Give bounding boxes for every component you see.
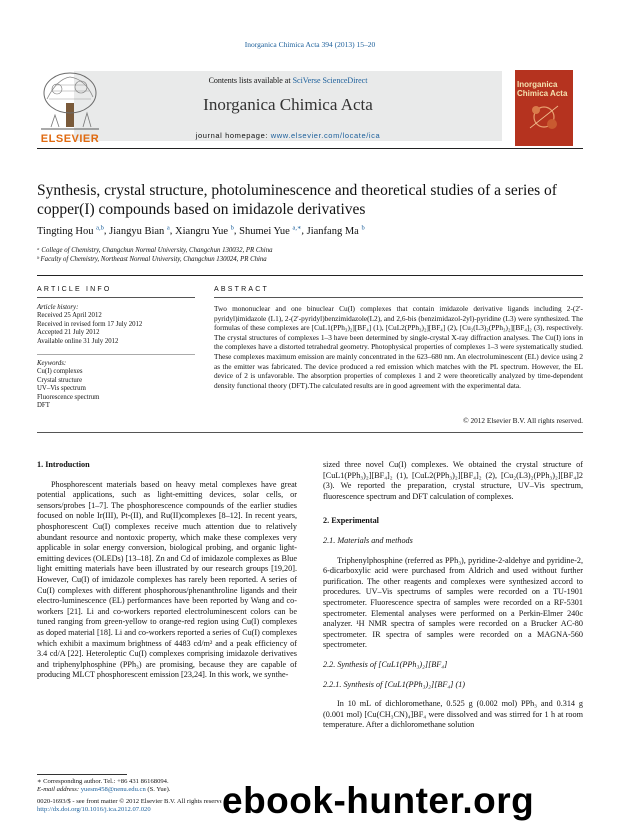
author: Jianfang Ma $^b$ bbox=[306, 224, 365, 237]
introduction-heading: 1. Introduction bbox=[37, 460, 90, 469]
synthesis-heading: 2.2. Synthesis of [CuL1(PPh₃)₂][BF₄] bbox=[323, 659, 448, 669]
cover-title: Inorganica Chimica Acta bbox=[517, 80, 568, 98]
abstract-rule bbox=[214, 297, 583, 298]
watermark-text: ebook-hunter.org bbox=[222, 780, 535, 821]
corresponding-author: ∗ Corresponding author. Tel.: +86 431 86168094. bbox=[37, 778, 169, 785]
history-label: Article history: bbox=[37, 304, 79, 311]
experimental-heading: 2. Experimental bbox=[323, 516, 379, 526]
journal-reference[interactable]: Inorganica Chimica Acta 394 (2013) 15–20 bbox=[244, 40, 376, 49]
homepage-link[interactable]: www.elsevier.com/locate/ica bbox=[270, 131, 381, 140]
body-column-left bbox=[37, 460, 297, 681]
keyword: Cu(I) complexes bbox=[37, 368, 83, 376]
affiliation-a: ᵃ College of Chemistry, Changchun Normal University, Changchun 130032, PR China bbox=[37, 247, 273, 254]
accepted-date: Accepted 21 July 2012 bbox=[37, 329, 100, 337]
section-divider bbox=[37, 275, 583, 276]
synthesis-paragraph: In 10 mL of dichloromethane, 0.525 g (0.002 mol) PPh₃ and 0.314 g (0.001 mol) [Cu(CH₃CN)₄]BF₄ were dissolved and was stirred for 1 h at room temperature. After a dichloromethane solution bbox=[323, 699, 583, 730]
contents-available-line bbox=[74, 76, 502, 85]
keywords-label: Keywords: bbox=[37, 360, 67, 367]
article-info-heading: ARTICLE INFO bbox=[37, 286, 112, 293]
keyword: DFT bbox=[37, 402, 50, 410]
elsevier-wordmark: ELSEVIER bbox=[40, 133, 100, 145]
keyword: Crystal structure bbox=[37, 376, 83, 384]
author: Jiangyu Bian $^a$ bbox=[109, 224, 170, 237]
keyword: UV–Vis spectrum bbox=[37, 385, 86, 393]
keywords-block bbox=[37, 360, 195, 410]
body-column-right bbox=[323, 460, 583, 731]
author: Xiangru Yue $^b$ bbox=[175, 224, 234, 237]
keywords-rule bbox=[37, 354, 195, 355]
received-date: Received 25 April 2012 bbox=[37, 312, 102, 320]
abstract-bottom-rule bbox=[37, 432, 583, 433]
author: Tingting Hou $^{a,b}$ bbox=[37, 224, 104, 237]
keyword: Fluorescence spectrum bbox=[37, 393, 100, 401]
abstract-copyright: © 2012 Elsevier B.V. All rights reserved. bbox=[463, 416, 583, 425]
abstract-text: Two mononuclear and one binuclear Cu(I) complexes that contain imidazole derivative ligands including 2-(2′-pyridyl)imidazole (L1), 2-(2′-pyridyl)benzimidazole(L2), and 2,6-bis (benzimidazol-2yl)-pyridine (L3) were synthesized. The formulas of these complexes are [CuL1(PPh₃)₂][BF₄] (1), [CuL2(PPh₃)₂][BF₄] (2), [Cu₂(L3)₂(PPh₃)₂][BF₄]₂ (3), respectively. The crystal structures of complexes 1–3 have been determined by single-crystal X-ray diffraction analyses. The Cu(I) ions in the complexes have a distorted tetrahedral geometry. Photophysical properties of complexes 1–3 were systematically studied. These complexes maximum emission are mainly concentrated in the 623–680 nm. An electroluminescent (EL) device using 2 as the emitter was fabricated. The device produced a red emission which matches with the PL spectrum. However, the EL device of 2 is unfavorable. The absorption properties of complexes 1 and 2 were theoretically analyzed by time-dependent density functional theory (DFT).The calculated results are in good agreement with the experimental data. bbox=[214, 304, 583, 390]
article-title: Synthesis, crystal structure, photoluminescence and theoretical studies of a series of copper(I) compounds based on imidazole derivatives bbox=[37, 182, 557, 218]
affiliation-b: ᵇ Faculty of Chemistry, Northeast Normal University, Changchun 130024, PR China bbox=[37, 256, 267, 263]
footnote-rule bbox=[37, 774, 127, 775]
email-line: E-mail address: yuesm458@nenu.edu.cn (S. Yue). bbox=[37, 786, 171, 794]
homepage-prefix: journal homepage: bbox=[195, 131, 271, 140]
introduction-continuation: sized three novel Cu(I) complexes. We obtained the crystal structure of [CuL1(PPh₃)₂][BF₄]₂ (1), [CuL2(PPh₃)₂][BF₄]₂ (2), [Cu₂(L3)₂(PPh₃)₂][BF₄]2 (3). We reported the preparation, crystal structure, UV–Vis spectrum, fluorescence spectrum and DFT calculation of complexes. bbox=[323, 460, 583, 501]
doi-link[interactable]: http://dx.doi.org/10.1016/j.ica.2012.07.020 bbox=[37, 806, 151, 814]
sciencedirect-link[interactable]: SciVerse ScienceDirect bbox=[292, 76, 368, 85]
synthesis-subheading: 2.2.1. Synthesis of [CuL1(PPh₃)₂][BF₄] (1) bbox=[323, 679, 466, 689]
author: Shumei Yue $^{a,∗}$ bbox=[239, 224, 302, 237]
header-divider bbox=[37, 148, 583, 149]
journal-title: Inorganica Chimica Acta bbox=[203, 95, 373, 114]
materials-paragraph: Triphenylphosphine (referred as PPh₃), pyridine-2-aldehye and pyridine-2, 6-dicarboxylic acid were purchased from Aldrich and used without further purification. The other reagents and complexes were synthesized accord to procedures. UV–Vis spectrums of samples were recorded on a TU-1901 spectrometer. Fluorescence spectra of samples were recorded on a RF-5301 spectrometer. Elemental analyses were performed on a Perkin-Elmer 240c analyzer. ¹H NMR spectra of samples were recorded on a Brucker AC-80 spectrometer. IR spectra of samples were recorded on a MAGNA-560 spectrometer. bbox=[323, 555, 583, 650]
issn-line: 0020-1693/$ - see front matter © 2012 Elsevier B.V. All rights reserved. bbox=[37, 798, 228, 805]
cover-molecule-art-icon bbox=[524, 100, 564, 134]
journal-homepage-line bbox=[74, 131, 502, 140]
author-list: Tingting Hou $^{a,b}$, Jiangyu Bian $^a$, Xiangru Yue $^b$, Shumei Yue $^{a,∗}$, Jianfang Ma $^b$ bbox=[37, 224, 365, 237]
article-history bbox=[37, 304, 195, 346]
article-info-rule bbox=[37, 297, 195, 298]
email-link[interactable]: yuesm458@nenu.edu.cn bbox=[80, 786, 146, 794]
revised-date: Received in revised form 17 July 2012 bbox=[37, 320, 143, 328]
materials-heading: 2.1. Materials and methods bbox=[323, 535, 413, 545]
introduction-paragraph: Phosphorescent materials based on heavy metal complexes have great potential applications, such as light-emitting devices, solar cells, or sensors/probes [1–7]. The phosphorescence compounds of the earlier studies focused on noble Ir(III), Pt-(II), and Ru(II)complexes [8–12]. In recent years, phosphorescent Cu(I) complexes receive much attention due to relatively abundant resource and nontoxic property, which make these complexes very applicable in solar energy conversion, biological probing, and organic light-emitting devices (OLEDs) [13–18]. Zn and Cd of imidazole complexes as Blue light emitting materials have been illustrated by our research groups [19,20]. However, Cu(I) of imidazole complexes has rarely been reported. A series of Cu(I) complexes with different phosphorous/phenanthroline ligands and their electro-luminescence (EL) performances have been reported by Wang and co-workers [21]. Li and co-workers reported electroluminescent colors can be tuned ranging from green-yellow to orange-red region using Cu(I) complexes as doped material [18]. Li and co-workers reported a series of Cu(I) complexes which exhibit a maximum brightness of 4483 cd/m² and a peak efficiency of 3.4 cd/A [22]. Heteroleptic Cu(I) complexes comprising imidazole derivatives and triphenylphosphine (PPh₃) are promising, because they are capable of producing MLCT phosphorescent emission [23,24]. In this work, we synthe- bbox=[37, 479, 297, 680]
contents-prefix: Contents lists available at bbox=[208, 76, 293, 85]
abstract-heading: ABSTRACT bbox=[214, 286, 269, 293]
online-date: Available online 31 July 2012 bbox=[37, 337, 119, 345]
